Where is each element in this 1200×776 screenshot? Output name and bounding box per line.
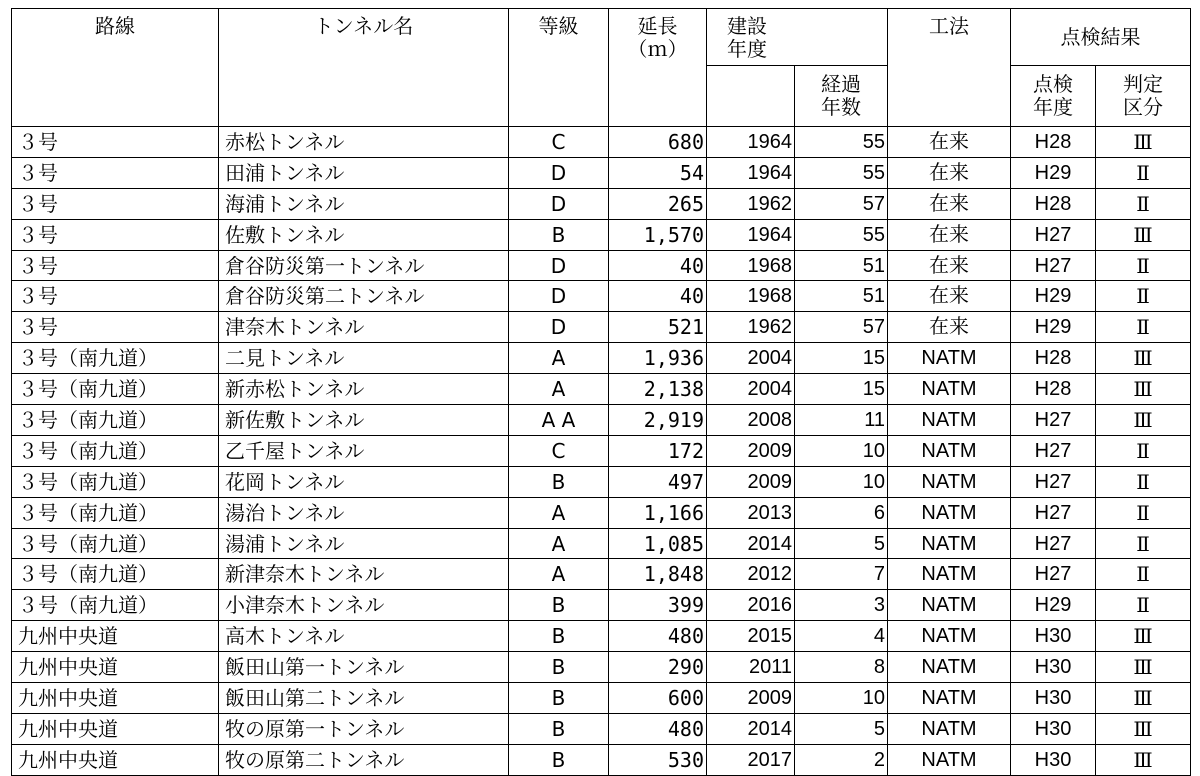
method-cell: NATM [888, 621, 1011, 652]
method-cell: NATM [888, 466, 1011, 497]
elapsed-years-cell: 2 [795, 744, 888, 775]
grade-cell: D [509, 157, 609, 188]
table-row [12, 405, 1191, 436]
route-cell: ３号（南九道） [12, 590, 219, 621]
judgement-cell: Ⅲ [1096, 343, 1191, 374]
table-row [12, 497, 1191, 528]
judgement-cell: Ⅱ [1096, 157, 1191, 188]
inspection-year-cell: H27 [1011, 405, 1096, 436]
length-cell: 480 [609, 621, 707, 652]
judgement-cell: Ⅱ [1096, 590, 1191, 621]
elapsed-years-cell: 57 [795, 188, 888, 219]
grade-cell: B [509, 683, 609, 714]
route-cell: 九州中央道 [12, 621, 219, 652]
built-year-cell: 1968 [707, 250, 795, 281]
inspection-year-cell: H30 [1011, 713, 1096, 744]
grade-cell: C [509, 435, 609, 466]
route-cell: 九州中央道 [12, 713, 219, 744]
judgement-cell: Ⅲ [1096, 652, 1191, 683]
built-year-cell: 1962 [707, 312, 795, 343]
route-cell: ３号 [12, 312, 219, 343]
inspection-year-cell: H29 [1011, 281, 1096, 312]
elapsed-years-cell: 6 [795, 497, 888, 528]
inspection-year-cell: H28 [1011, 188, 1096, 219]
judgement-cell: Ⅲ [1096, 219, 1191, 250]
built-year-cell: 1964 [707, 157, 795, 188]
grade-cell: A [509, 528, 609, 559]
judgement-cell: Ⅲ [1096, 127, 1191, 158]
length-cell: 1,085 [609, 528, 707, 559]
length-cell: 290 [609, 652, 707, 683]
method-cell: 在来 [888, 157, 1011, 188]
length-cell: 399 [609, 590, 707, 621]
length-cell: 521 [609, 312, 707, 343]
built-year-cell: 2014 [707, 713, 795, 744]
inspection-year-cell: H28 [1011, 374, 1096, 405]
header-length: 延長 （ｍ） [609, 9, 707, 127]
route-cell: ３号 [12, 250, 219, 281]
method-cell: NATM [888, 713, 1011, 744]
header-inspection-result: 点検結果 [1011, 9, 1191, 66]
judgement-cell: Ⅱ [1096, 497, 1191, 528]
judgement-cell: Ⅱ [1096, 559, 1191, 590]
length-cell: 480 [609, 713, 707, 744]
table-row [12, 250, 1191, 281]
judgement-cell: Ⅲ [1096, 621, 1191, 652]
inspection-year-cell: H27 [1011, 497, 1096, 528]
method-cell: 在来 [888, 250, 1011, 281]
length-cell: 1,848 [609, 559, 707, 590]
method-cell: NATM [888, 497, 1011, 528]
table-row [12, 312, 1191, 343]
grade-cell: C [509, 127, 609, 158]
elapsed-years-cell: 5 [795, 528, 888, 559]
built-year-cell: 2012 [707, 559, 795, 590]
inspection-year-cell: H28 [1011, 343, 1096, 374]
length-cell: 40 [609, 250, 707, 281]
length-cell: 265 [609, 188, 707, 219]
method-cell: NATM [888, 343, 1011, 374]
method-cell: NATM [888, 683, 1011, 714]
inspection-year-cell: H30 [1011, 621, 1096, 652]
route-cell: ３号 [12, 281, 219, 312]
elapsed-years-cell: 57 [795, 312, 888, 343]
built-year-cell: 2009 [707, 683, 795, 714]
route-cell: 九州中央道 [12, 652, 219, 683]
tunnel-name-cell: 新津奈木トンネル [219, 559, 509, 590]
elapsed-years-cell: 51 [795, 281, 888, 312]
route-cell: 九州中央道 [12, 683, 219, 714]
elapsed-years-cell: 51 [795, 250, 888, 281]
header-grade: 等級 [509, 9, 609, 127]
method-cell: NATM [888, 590, 1011, 621]
judgement-cell: Ⅲ [1096, 683, 1191, 714]
header-tunnel-name: トンネル名 [219, 9, 509, 127]
elapsed-years-cell: 11 [795, 405, 888, 436]
table-row [12, 188, 1191, 219]
method-cell: NATM [888, 559, 1011, 590]
method-cell: NATM [888, 405, 1011, 436]
length-cell: 600 [609, 683, 707, 714]
header-built-spacer [707, 66, 795, 127]
method-cell: NATM [888, 652, 1011, 683]
header-inspection-year: 点検 年度 [1011, 66, 1096, 127]
built-year-cell: 2014 [707, 528, 795, 559]
grade-cell: B [509, 219, 609, 250]
grade-cell: B [509, 621, 609, 652]
route-cell: ３号（南九道） [12, 343, 219, 374]
method-cell: 在来 [888, 127, 1011, 158]
built-year-cell: 1968 [707, 281, 795, 312]
route-cell: ３号（南九道） [12, 497, 219, 528]
built-year-cell: 2016 [707, 590, 795, 621]
judgement-cell: Ⅲ [1096, 713, 1191, 744]
header-route: 路線 [12, 9, 219, 127]
method-cell: NATM [888, 744, 1011, 775]
built-year-cell: 2011 [707, 652, 795, 683]
table-row [12, 157, 1191, 188]
inspection-year-cell: H27 [1011, 250, 1096, 281]
tunnel-inspection-table [11, 8, 1191, 776]
judgement-cell: Ⅱ [1096, 250, 1191, 281]
table-row [12, 744, 1191, 775]
tunnel-name-cell: 赤松トンネル [219, 127, 509, 158]
header-built-year-label: 建設 年度 [727, 14, 767, 61]
inspection-year-cell: H29 [1011, 312, 1096, 343]
built-year-cell: 1962 [707, 188, 795, 219]
inspection-year-cell: H29 [1011, 157, 1096, 188]
built-year-cell: 2015 [707, 621, 795, 652]
table-row [12, 127, 1191, 158]
built-year-cell: 2004 [707, 374, 795, 405]
route-cell: ３号（南九道） [12, 559, 219, 590]
tunnel-name-cell: 小津奈木トンネル [219, 590, 509, 621]
table-row [12, 281, 1191, 312]
route-cell: ３号（南九道） [12, 374, 219, 405]
table-row [12, 713, 1191, 744]
route-cell: ３号 [12, 188, 219, 219]
judgement-cell: Ⅱ [1096, 466, 1191, 497]
route-cell: ３号（南九道） [12, 405, 219, 436]
inspection-year-cell: H27 [1011, 219, 1096, 250]
table-row [12, 683, 1191, 714]
inspection-year-cell: H30 [1011, 683, 1096, 714]
grade-cell: B [509, 466, 609, 497]
tunnel-name-cell: 湯治トンネル [219, 497, 509, 528]
judgement-cell: Ⅱ [1096, 435, 1191, 466]
table-row [12, 590, 1191, 621]
tunnel-name-cell: 花岡トンネル [219, 466, 509, 497]
tunnel-name-cell: 飯田山第一トンネル [219, 652, 509, 683]
tunnel-name-cell: 倉谷防災第二トンネル [219, 281, 509, 312]
grade-cell: A [509, 559, 609, 590]
judgement-cell: Ⅱ [1096, 528, 1191, 559]
tunnel-name-cell: 海浦トンネル [219, 188, 509, 219]
route-cell: ３号 [12, 219, 219, 250]
length-cell: 172 [609, 435, 707, 466]
judgement-cell: Ⅱ [1096, 188, 1191, 219]
grade-cell: B [509, 652, 609, 683]
inspection-year-cell: H29 [1011, 590, 1096, 621]
length-cell: 1,936 [609, 343, 707, 374]
method-cell: 在来 [888, 281, 1011, 312]
method-cell: NATM [888, 374, 1011, 405]
tunnel-name-cell: 湯浦トンネル [219, 528, 509, 559]
grade-cell: A [509, 374, 609, 405]
length-cell: 680 [609, 127, 707, 158]
elapsed-years-cell: 15 [795, 374, 888, 405]
method-cell: NATM [888, 528, 1011, 559]
length-cell: 530 [609, 744, 707, 775]
inspection-year-cell: H28 [1011, 127, 1096, 158]
grade-cell: B [509, 590, 609, 621]
elapsed-years-cell: 55 [795, 157, 888, 188]
judgement-cell: Ⅱ [1096, 312, 1191, 343]
tunnel-name-cell: 牧の原第二トンネル [219, 744, 509, 775]
grade-cell: A [509, 497, 609, 528]
judgement-cell: Ⅲ [1096, 405, 1191, 436]
tunnel-name-cell: 新赤松トンネル [219, 374, 509, 405]
table-header [12, 9, 1191, 127]
method-cell: 在来 [888, 188, 1011, 219]
inspection-year-cell: H27 [1011, 466, 1096, 497]
tunnel-name-cell: 乙千屋トンネル [219, 435, 509, 466]
built-year-cell: 2008 [707, 405, 795, 436]
tunnel-name-cell: 倉谷防災第一トンネル [219, 250, 509, 281]
length-cell: 40 [609, 281, 707, 312]
inspection-year-cell: H27 [1011, 435, 1096, 466]
tunnel-name-cell: 田浦トンネル [219, 157, 509, 188]
route-cell: ３号（南九道） [12, 528, 219, 559]
length-cell: 54 [609, 157, 707, 188]
header-built-year [707, 9, 888, 66]
elapsed-years-cell: 7 [795, 559, 888, 590]
inspection-year-cell: H27 [1011, 528, 1096, 559]
method-cell: NATM [888, 435, 1011, 466]
route-cell: ３号（南九道） [12, 435, 219, 466]
tunnel-name-cell: 飯田山第二トンネル [219, 683, 509, 714]
elapsed-years-cell: 55 [795, 219, 888, 250]
route-cell: ３号 [12, 127, 219, 158]
grade-cell: D [509, 312, 609, 343]
table-row [12, 652, 1191, 683]
grade-cell: B [509, 744, 609, 775]
tunnel-name-cell: 津奈木トンネル [219, 312, 509, 343]
header-judgement: 判定 区分 [1096, 66, 1191, 127]
judgement-cell: Ⅲ [1096, 744, 1191, 775]
elapsed-years-cell: 5 [795, 713, 888, 744]
length-cell: 497 [609, 466, 707, 497]
built-year-cell: 2009 [707, 435, 795, 466]
grade-cell: D [509, 281, 609, 312]
route-cell: ３号 [12, 157, 219, 188]
grade-cell: D [509, 188, 609, 219]
length-cell: 2,138 [609, 374, 707, 405]
elapsed-years-cell: 10 [795, 435, 888, 466]
length-cell: 1,166 [609, 497, 707, 528]
grade-cell: A [509, 343, 609, 374]
elapsed-years-cell: 4 [795, 621, 888, 652]
tunnel-name-cell: 佐敷トンネル [219, 219, 509, 250]
header-elapsed-years: 経過 年数 [795, 66, 888, 127]
elapsed-years-cell: 10 [795, 466, 888, 497]
inspection-year-cell: H27 [1011, 559, 1096, 590]
table-row [12, 219, 1191, 250]
table-body [12, 127, 1191, 776]
elapsed-years-cell: 55 [795, 127, 888, 158]
length-cell: 1,570 [609, 219, 707, 250]
inspection-year-cell: H30 [1011, 744, 1096, 775]
judgement-cell: Ⅲ [1096, 374, 1191, 405]
method-cell: 在来 [888, 219, 1011, 250]
table-row [12, 466, 1191, 497]
elapsed-years-cell: 10 [795, 683, 888, 714]
grade-cell: A A [509, 405, 609, 436]
table-row [12, 343, 1191, 374]
tunnel-name-cell: 高木トンネル [219, 621, 509, 652]
inspection-year-cell: H30 [1011, 652, 1096, 683]
built-year-cell: 1964 [707, 219, 795, 250]
table-row [12, 374, 1191, 405]
route-cell: ３号（南九道） [12, 466, 219, 497]
built-year-cell: 1964 [707, 127, 795, 158]
header-method: 工法 [888, 9, 1011, 127]
tunnel-name-cell: 二見トンネル [219, 343, 509, 374]
elapsed-years-cell: 3 [795, 590, 888, 621]
built-year-cell: 2004 [707, 343, 795, 374]
built-year-cell: 2009 [707, 466, 795, 497]
method-cell: 在来 [888, 312, 1011, 343]
grade-cell: D [509, 250, 609, 281]
table-row [12, 621, 1191, 652]
tunnel-name-cell: 新佐敷トンネル [219, 405, 509, 436]
judgement-cell: Ⅱ [1096, 281, 1191, 312]
length-cell: 2,919 [609, 405, 707, 436]
elapsed-years-cell: 15 [795, 343, 888, 374]
tunnel-name-cell: 牧の原第一トンネル [219, 713, 509, 744]
table-row [12, 528, 1191, 559]
table-row [12, 559, 1191, 590]
grade-cell: B [509, 713, 609, 744]
route-cell: 九州中央道 [12, 744, 219, 775]
built-year-cell: 2013 [707, 497, 795, 528]
built-year-cell: 2017 [707, 744, 795, 775]
elapsed-years-cell: 8 [795, 652, 888, 683]
table-row [12, 435, 1191, 466]
